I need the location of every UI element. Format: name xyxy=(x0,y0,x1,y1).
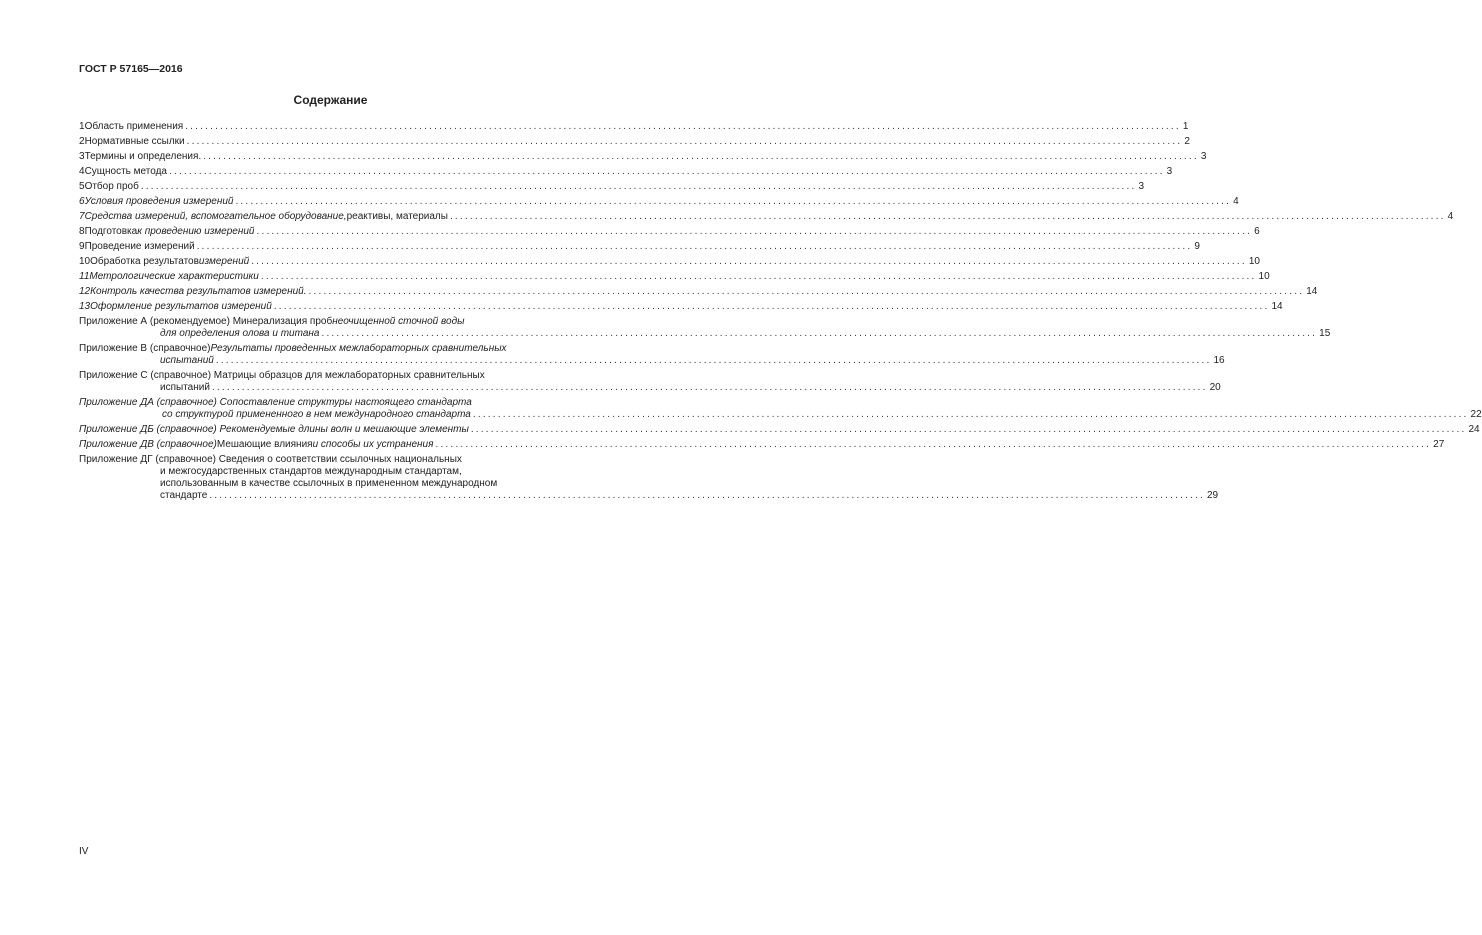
toc-entry-text: Приложение С (справочное) Матрицы образцов для межлабораторных сравнительных xyxy=(79,370,485,381)
toc-leader-dots: ........................................................................................................................................................................................................ xyxy=(273,301,1270,312)
toc-entry[interactable] xyxy=(79,121,1189,133)
toc-entry-text: испытаний xyxy=(160,382,210,393)
table-of-contents xyxy=(79,121,1482,502)
toc-entry-text-italic: неочищенной сточной воды xyxy=(332,316,465,327)
toc-entry-text: Область применения xyxy=(84,121,184,132)
toc-entry-text: реактивы, материалы xyxy=(346,211,448,222)
toc-page-number: 3 xyxy=(1138,181,1145,192)
toc-leader-dots: ........................................................................................................................................................................................................ xyxy=(186,136,1183,147)
toc-entry-text-italic: Приложение ДА (справочное) Сопоставление структуры настоящего стандарта xyxy=(79,397,472,408)
toc-entry-text-italic: Условия проведения измерений xyxy=(84,196,234,207)
toc-page-number: 20 xyxy=(1209,382,1221,393)
toc-page-number: 6 xyxy=(1254,226,1260,237)
toc-leader-dots: ........................................................................................................................................................................................................ xyxy=(140,181,1137,192)
toc-entry-number: 11 xyxy=(79,271,90,282)
page-number-footer: IV xyxy=(79,846,89,857)
toc-entry-text: Нормативные ссылки xyxy=(84,136,185,147)
toc-appendix-dg[interactable] xyxy=(79,454,1219,502)
toc-entry-text-italic: и способы их устранения xyxy=(312,439,434,450)
toc-entry[interactable] xyxy=(79,196,1239,208)
toc-leader-dots: ........................................................................................................................................................................................................ xyxy=(185,121,1181,132)
toc-entry-number: 3 xyxy=(79,151,85,162)
toc-entry-text: Отбор проб xyxy=(84,181,139,192)
toc-page-number: 24 xyxy=(1468,424,1480,435)
toc-leader-dots: ........................................................................................................................................................................................................ xyxy=(209,490,1205,501)
toc-page-number: 10 xyxy=(1248,256,1260,267)
toc-entry-text: Термины и определения. xyxy=(84,151,202,162)
toc-leader-dots: ........................................................................................................................................................................................................ xyxy=(168,166,1165,177)
toc-entry[interactable] xyxy=(79,286,1318,298)
toc-appendix-da[interactable] xyxy=(79,397,1482,421)
toc-page-number: 4 xyxy=(1233,196,1239,207)
toc-leader-dots: ........................................................................................................................................................................................................ xyxy=(470,424,1467,435)
toc-page-number: 16 xyxy=(1213,355,1225,366)
toc-entry-text-italic: Контроль качества результатов измерений. xyxy=(90,286,307,297)
toc-entry-text: Обработка результатов xyxy=(90,256,199,267)
toc-entry-text: Приложение В (справочное) xyxy=(79,343,211,354)
toc-entry[interactable] xyxy=(79,211,1454,223)
toc-page-number: 9 xyxy=(1194,241,1200,252)
toc-entry-number: 8 xyxy=(79,226,85,237)
toc-page-number: 27 xyxy=(1433,439,1445,450)
toc-entry-number: 1 xyxy=(79,121,85,132)
page-title: Содержание xyxy=(293,93,368,107)
toc-entry-text: стандарте xyxy=(160,490,208,501)
toc-entry-text: Проведение измерений xyxy=(84,241,195,252)
toc-entry[interactable] xyxy=(79,226,1260,238)
toc-entry-text: и межгосударственных стандартов международным стандартам, xyxy=(160,466,462,477)
toc-entry-text-italic: для определения олова и титана xyxy=(160,328,320,339)
toc-entry[interactable] xyxy=(79,241,1200,253)
toc-entry[interactable] xyxy=(79,166,1173,178)
toc-page-number: 10 xyxy=(1258,271,1270,282)
toc-entry-text-italic: Приложение ДВ (справочное) xyxy=(79,439,217,450)
toc-appendix-c[interactable] xyxy=(79,370,1221,394)
toc-page-number: 14 xyxy=(1271,301,1283,312)
toc-entry-text-italic: Средства измерений, вспомогательное оборудование, xyxy=(84,211,347,222)
toc-leader-dots: ........................................................................................................................................................................................................ xyxy=(449,211,1446,222)
toc-entry-text-italic: Оформление результатов измерений xyxy=(90,301,272,312)
toc-leader-dots: ........................................................................................................................................................................................................ xyxy=(260,271,1257,282)
toc-entry-number: 2 xyxy=(79,136,85,147)
toc-entry-text: Приложение А (рекомендуемое) Минерализация проб xyxy=(79,316,333,327)
toc-entry-number: 13 xyxy=(79,301,91,312)
toc-leader-dots: ........................................................................................................................................................................................................ xyxy=(235,196,1232,207)
toc-entry-text-italic: к проведению измерений xyxy=(137,226,255,237)
toc-entry-text-italic: Метрологические характеристики xyxy=(89,271,259,282)
toc-appendix-b[interactable] xyxy=(79,343,1225,367)
toc-entry-text-italic: Приложение ДБ (справочное) Рекомендуемые длины волн и мешающие элементы xyxy=(79,424,469,435)
document-header: ГОСТ Р 57165—2016 xyxy=(79,63,183,75)
toc-page-number: 15 xyxy=(1319,328,1331,339)
toc-page-number: 3 xyxy=(1200,151,1207,162)
toc-entry-number: 4 xyxy=(79,166,85,177)
toc-entry-number: 7 xyxy=(79,211,85,222)
toc-leader-dots: ........................................................................................................................................................................................................ xyxy=(196,241,1193,252)
toc-main-entries xyxy=(79,121,1454,313)
toc-appendix-db[interactable] xyxy=(79,424,1480,436)
toc-leader-dots: ........................................................................................................................................................................................................ xyxy=(251,256,1247,267)
toc-entry-text: Мешающие влияния xyxy=(216,439,313,450)
toc-page-number: 14 xyxy=(1306,286,1318,297)
toc-leader-dots: ........................................................................................................................................................................................................ xyxy=(321,328,1318,339)
toc-entry-text-italic: со структурой примененного в нем международного стандарта xyxy=(162,409,471,420)
toc-entry[interactable] xyxy=(79,181,1145,193)
toc-entry[interactable] xyxy=(79,271,1270,283)
toc-entry-text: Сущность метода xyxy=(84,166,167,177)
toc-leader-dots: ........................................................................................................................................................................................................ xyxy=(308,286,1305,297)
toc-entry-number: 10 xyxy=(79,256,91,267)
toc-appendix-dv[interactable] xyxy=(79,439,1445,451)
toc-entry-text: Подготовка xyxy=(84,226,138,237)
toc-entry[interactable] xyxy=(79,151,1207,163)
toc-leader-dots: ........................................................................................................................................................................................................ xyxy=(203,151,1199,162)
toc-entry-number: 5 xyxy=(79,181,85,192)
toc-entry-text: использованным в качестве ссылочных в примененном международном xyxy=(160,478,498,489)
toc-leader-dots: ........................................................................................................................................................................................................ xyxy=(256,226,1253,237)
toc-leader-dots: ........................................................................................................................................................................................................ xyxy=(211,382,1208,393)
toc-entry-text-italic: Результаты проведенных межлабораторных сравнительных xyxy=(210,343,507,354)
toc-page-number: 4 xyxy=(1447,211,1454,222)
toc-page-number: 3 xyxy=(1166,166,1173,177)
toc-page-number: 1 xyxy=(1182,121,1189,132)
toc-leader-dots: ........................................................................................................................................................................................................ xyxy=(472,409,1469,420)
toc-entry[interactable] xyxy=(79,136,1190,148)
toc-entry-text-italic: измерений xyxy=(198,256,250,267)
toc-entry-number: 6 xyxy=(79,196,85,207)
toc-entry-number: 9 xyxy=(79,241,85,252)
toc-page-number: 29 xyxy=(1207,490,1219,501)
toc-entry-text-italic: испытаний xyxy=(160,355,214,366)
toc-page-number: 22 xyxy=(1470,409,1482,420)
toc-entry-text: Приложение ДГ (справочное) Сведения о соответствии ссылочных национальных xyxy=(79,454,462,465)
toc-leader-dots: ........................................................................................................................................................................................................ xyxy=(215,355,1212,366)
toc-appendix-a[interactable] xyxy=(79,316,1331,340)
toc-page-number: 2 xyxy=(1184,136,1190,147)
toc-leader-dots: ........................................................................................................................................................................................................ xyxy=(435,439,1432,450)
toc-entry[interactable] xyxy=(79,256,1260,268)
toc-entry[interactable] xyxy=(79,301,1283,313)
toc-entry-number: 12 xyxy=(79,286,91,297)
